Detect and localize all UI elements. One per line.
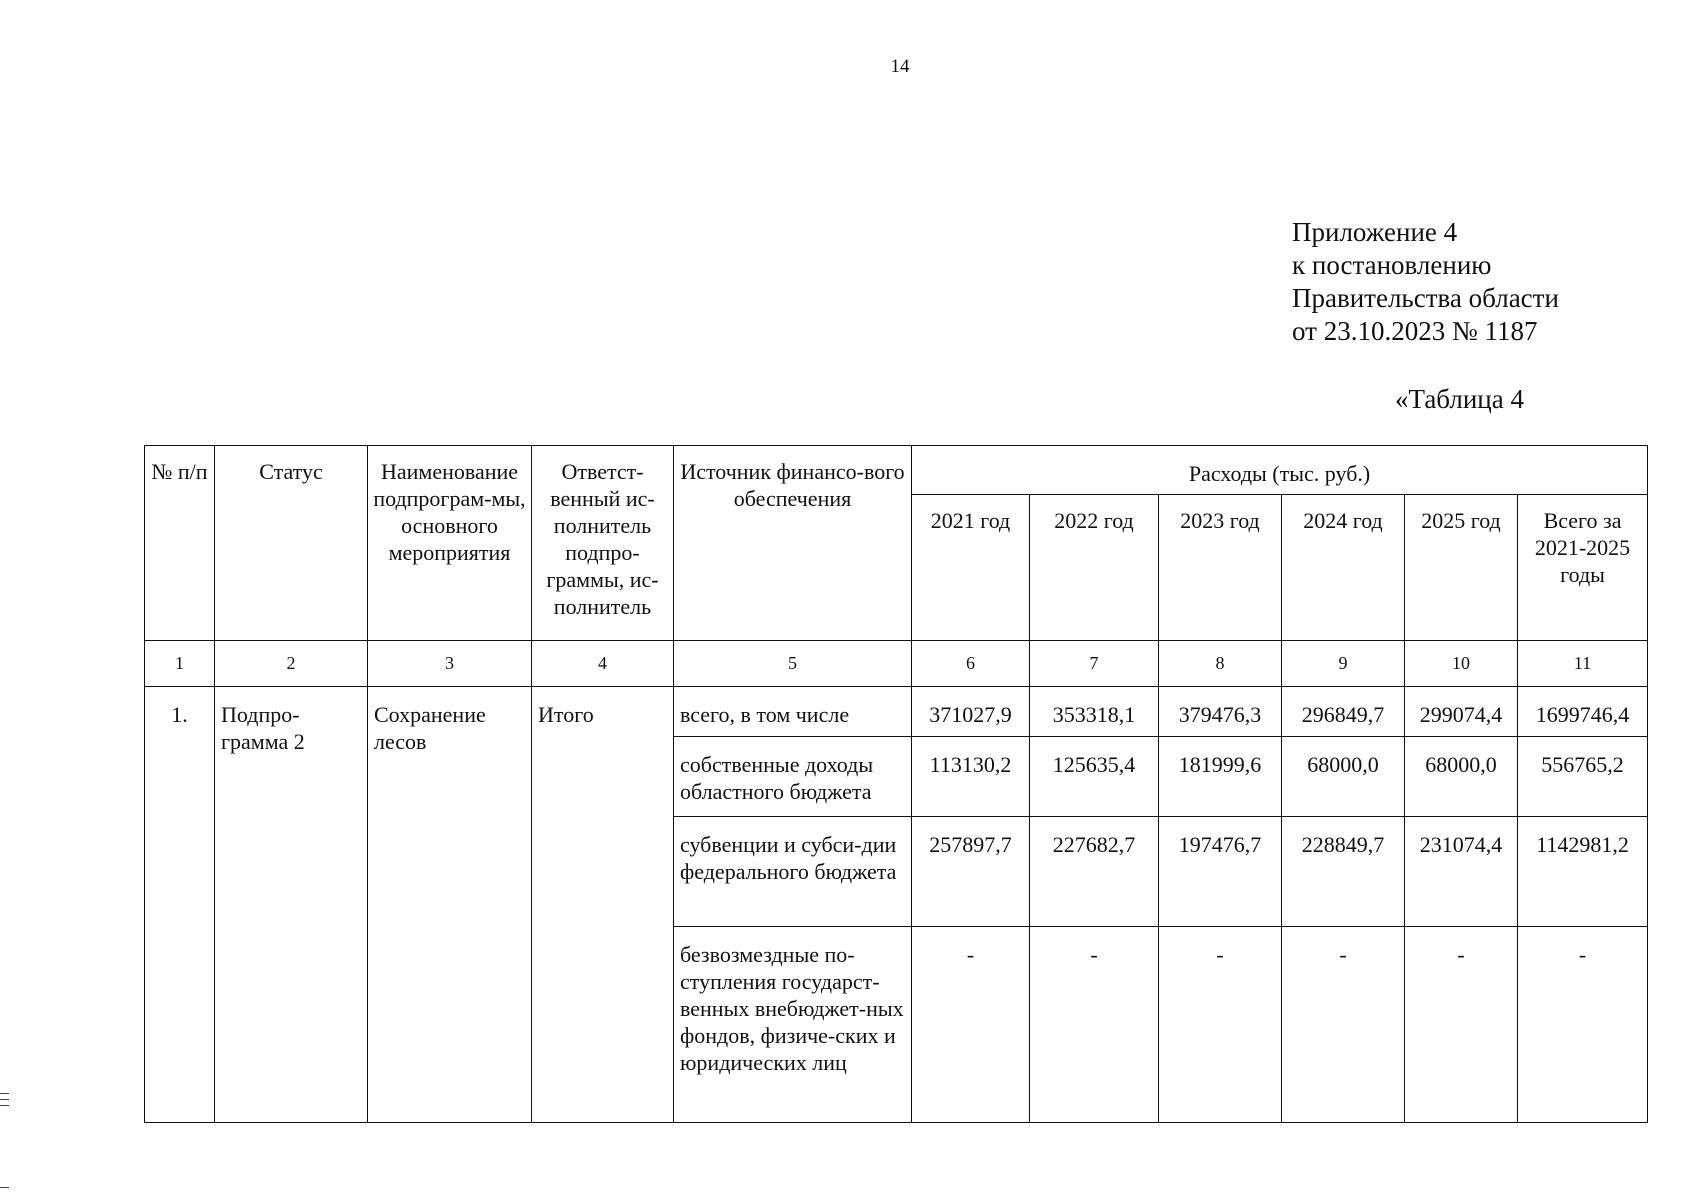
value-cell: 371027,9 xyxy=(912,687,1030,737)
header-row-1 xyxy=(145,446,1648,495)
scan-mark xyxy=(0,1187,9,1188)
row-group-status: Подпро-грамма 2 xyxy=(215,687,368,1123)
scan-mark xyxy=(0,1093,9,1094)
column-number-row xyxy=(145,641,1648,687)
column-number: 7 xyxy=(1030,641,1159,687)
value-cell: 1142981,2 xyxy=(1518,817,1648,927)
appendix-line-4: от 23.10.2023 № 1187 xyxy=(1292,316,1538,346)
row-group-executor: Итого xyxy=(532,687,674,1123)
value-cell: 228849,7 xyxy=(1282,817,1405,927)
value-cell: - xyxy=(912,927,1030,1123)
column-number: 3 xyxy=(368,641,532,687)
source-cell: собственные доходы областного бюджета xyxy=(674,737,912,817)
scan-mark xyxy=(0,1099,9,1100)
header-expenses: Расходы (тыс. руб.) xyxy=(912,446,1648,495)
column-number: 6 xyxy=(912,641,1030,687)
header-year-2021: 2021 год xyxy=(912,495,1030,641)
header-executor: Ответст-венный ис-полнитель подпро-граммы, ис-полнитель xyxy=(532,446,674,641)
column-number: 5 xyxy=(674,641,912,687)
column-number: 10 xyxy=(1405,641,1518,687)
header-num: № п/п xyxy=(145,446,215,641)
scan-mark xyxy=(0,1105,9,1106)
row-group-name: Сохранение лесов xyxy=(368,687,532,1123)
value-cell: 231074,4 xyxy=(1405,817,1518,927)
appendix-line-2: к постановлению xyxy=(1292,250,1492,280)
column-number: 4 xyxy=(532,641,674,687)
header-status: Статус xyxy=(215,446,368,641)
row-group-num: 1. xyxy=(145,687,215,1123)
header-year-2023: 2023 год xyxy=(1159,495,1282,641)
value-cell: 299074,4 xyxy=(1405,687,1518,737)
source-cell: безвозмездные по-ступления государст-венных внебюджет-ных фондов, физиче-ских и юридических лиц xyxy=(674,927,912,1123)
value-cell: 353318,1 xyxy=(1030,687,1159,737)
table-row xyxy=(145,687,1648,737)
page-number: 14 xyxy=(890,56,910,77)
column-number: 1 xyxy=(145,641,215,687)
value-cell: 68000,0 xyxy=(1282,737,1405,817)
appendix-line-3: Правительства области xyxy=(1292,283,1559,313)
value-cell: - xyxy=(1518,927,1648,1123)
source-cell: всего, в том числе xyxy=(674,687,912,737)
header-name: Наименование подпрограм-мы, основного мероприятия xyxy=(368,446,532,641)
appendix-block xyxy=(1292,216,1559,348)
value-cell: 257897,7 xyxy=(912,817,1030,927)
column-number: 8 xyxy=(1159,641,1282,687)
budget-table xyxy=(144,445,1648,1123)
value-cell: 379476,3 xyxy=(1159,687,1282,737)
value-cell: - xyxy=(1282,927,1405,1123)
value-cell: 227682,7 xyxy=(1030,817,1159,927)
value-cell: 181999,6 xyxy=(1159,737,1282,817)
appendix-line-1: Приложение 4 xyxy=(1292,217,1458,247)
value-cell: 68000,0 xyxy=(1405,737,1518,817)
source-cell: субвенции и субси-дии федерального бюджета xyxy=(674,817,912,927)
column-number: 9 xyxy=(1282,641,1405,687)
value-cell: 125635,4 xyxy=(1030,737,1159,817)
value-cell: 296849,7 xyxy=(1282,687,1405,737)
value-cell: - xyxy=(1159,927,1282,1123)
header-year-2022: 2022 год xyxy=(1030,495,1159,641)
header-year-2024: 2024 год xyxy=(1282,495,1405,641)
value-cell: 113130,2 xyxy=(912,737,1030,817)
value-cell: 556765,2 xyxy=(1518,737,1648,817)
value-cell: - xyxy=(1405,927,1518,1123)
table-caption: «Таблица 4 xyxy=(1395,384,1524,414)
header-source: Источник финансо-вого обеспечения xyxy=(674,446,912,641)
header-year-2025: 2025 год xyxy=(1405,495,1518,641)
value-cell: 197476,7 xyxy=(1159,817,1282,927)
value-cell: 1699746,4 xyxy=(1518,687,1648,737)
column-number: 2 xyxy=(215,641,368,687)
header-total: Всего за 2021-2025 годы xyxy=(1518,495,1648,641)
column-number: 11 xyxy=(1518,641,1648,687)
value-cell: - xyxy=(1030,927,1159,1123)
